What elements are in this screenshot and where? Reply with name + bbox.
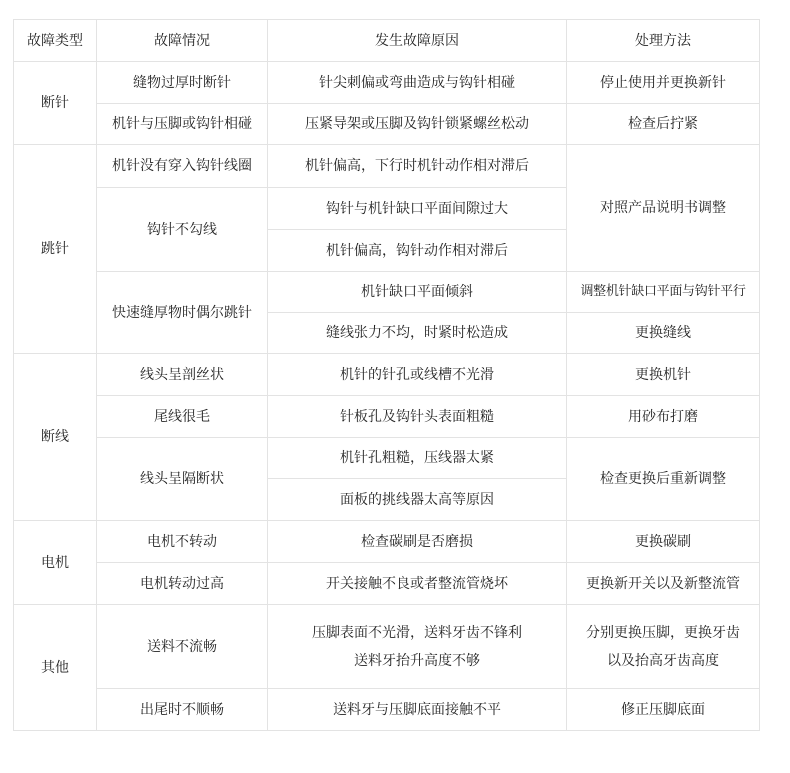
table-row (14, 689, 760, 731)
fault-cause: 机针孔粗糙，压线器太紧 (268, 438, 567, 479)
fault-condition: 送料不流畅 (97, 605, 268, 689)
table-row (14, 521, 760, 563)
fault-condition: 电机不转动 (97, 521, 268, 563)
fault-cause: 缝线张力不均，时紧时松造成 (268, 313, 567, 354)
table-row (14, 563, 760, 605)
table-header-row (14, 20, 760, 62)
header-fault-condition: 故障情况 (97, 20, 268, 62)
fault-type-skip-stitch: 跳针 (14, 145, 97, 354)
fault-table-container (13, 19, 760, 731)
handling-method: 更换缝线 (567, 313, 760, 354)
handling-method: 检查后拧紧 (567, 104, 760, 145)
header-fault-type: 故障类型 (14, 20, 97, 62)
handling-method: 修正压脚底面 (567, 689, 760, 731)
fault-cause-line: 压脚表面不光滑，送料牙齿不锋利 (312, 624, 522, 641)
fault-cause: 针尖刺偏或弯曲造成与钩针相碰 (268, 62, 567, 104)
fault-type-other: 其他 (14, 605, 97, 731)
handling-method: 检查更换后重新调整 (567, 438, 760, 521)
fault-condition: 尾线很毛 (97, 396, 268, 438)
fault-cause-line: 送料牙抬升高度不够 (354, 652, 480, 669)
handling-method: 调整机针缺口平面与钩针平行 (567, 272, 760, 313)
fault-cause: 送料牙与压脚底面接触不平 (268, 689, 567, 731)
header-handling-method: 处理方法 (567, 20, 760, 62)
table-row (14, 272, 760, 313)
fault-cause: 机针缺口平面倾斜 (268, 272, 567, 313)
handling-method: 更换新开关以及新整流管 (567, 563, 760, 605)
fault-cause: 机针偏高，下行时机针动作相对滞后 (268, 145, 567, 188)
fault-cause: 检查碳刷是否磨损 (268, 521, 567, 563)
fault-cause: 钩针与机针缺口平面间隙过大 (268, 188, 567, 230)
handling-method-line: 分别更换压脚，更换牙齿 (586, 624, 740, 641)
fault-table (13, 19, 760, 731)
fault-condition: 电机转动过高 (97, 563, 268, 605)
handling-method: 更换机针 (567, 354, 760, 396)
fault-condition: 机针没有穿入钩针线圈 (97, 145, 268, 188)
handling-method: 对照产品说明书调整 (567, 145, 760, 272)
fault-condition: 快速缝厚物时偶尔跳针 (97, 272, 268, 354)
handling-method: 更换碳刷 (567, 521, 760, 563)
header-fault-cause: 发生故障原因 (268, 20, 567, 62)
fault-condition: 钩针不勾线 (97, 188, 268, 272)
fault-cause: 压紧导架或压脚及钩针锁紧螺丝松动 (268, 104, 567, 145)
table-row (14, 145, 760, 188)
fault-cause: 针板孔及钩针头表面粗糙 (268, 396, 567, 438)
handling-method: 停止使用并更换新针 (567, 62, 760, 104)
handling-method-line: 以及抬高牙齿高度 (607, 652, 719, 669)
handling-method: 用砂布打磨 (567, 396, 760, 438)
fault-cause: 机针的针孔或线槽不光滑 (268, 354, 567, 396)
fault-type-thread-break: 断线 (14, 354, 97, 521)
table-row (14, 605, 760, 689)
fault-condition: 线头呈剖丝状 (97, 354, 268, 396)
table-row (14, 354, 760, 396)
fault-cause: 机针偏高，钩针动作相对滞后 (268, 230, 567, 272)
fault-condition: 缝物过厚时断针 (97, 62, 268, 104)
fault-condition: 出尾时不顺畅 (97, 689, 268, 731)
fault-type-motor: 电机 (14, 521, 97, 605)
fault-cause: 开关接触不良或者整流管烧坏 (268, 563, 567, 605)
table-row (14, 62, 760, 104)
table-row (14, 104, 760, 145)
fault-cause (268, 605, 567, 689)
fault-type-needle-break: 断针 (14, 62, 97, 145)
fault-condition: 线头呈隔断状 (97, 438, 268, 521)
fault-condition: 机针与压脚或钩针相碰 (97, 104, 268, 145)
fault-cause: 面板的挑线器太高等原因 (268, 479, 567, 521)
handling-method (567, 605, 760, 689)
table-row (14, 438, 760, 479)
table-row (14, 396, 760, 438)
